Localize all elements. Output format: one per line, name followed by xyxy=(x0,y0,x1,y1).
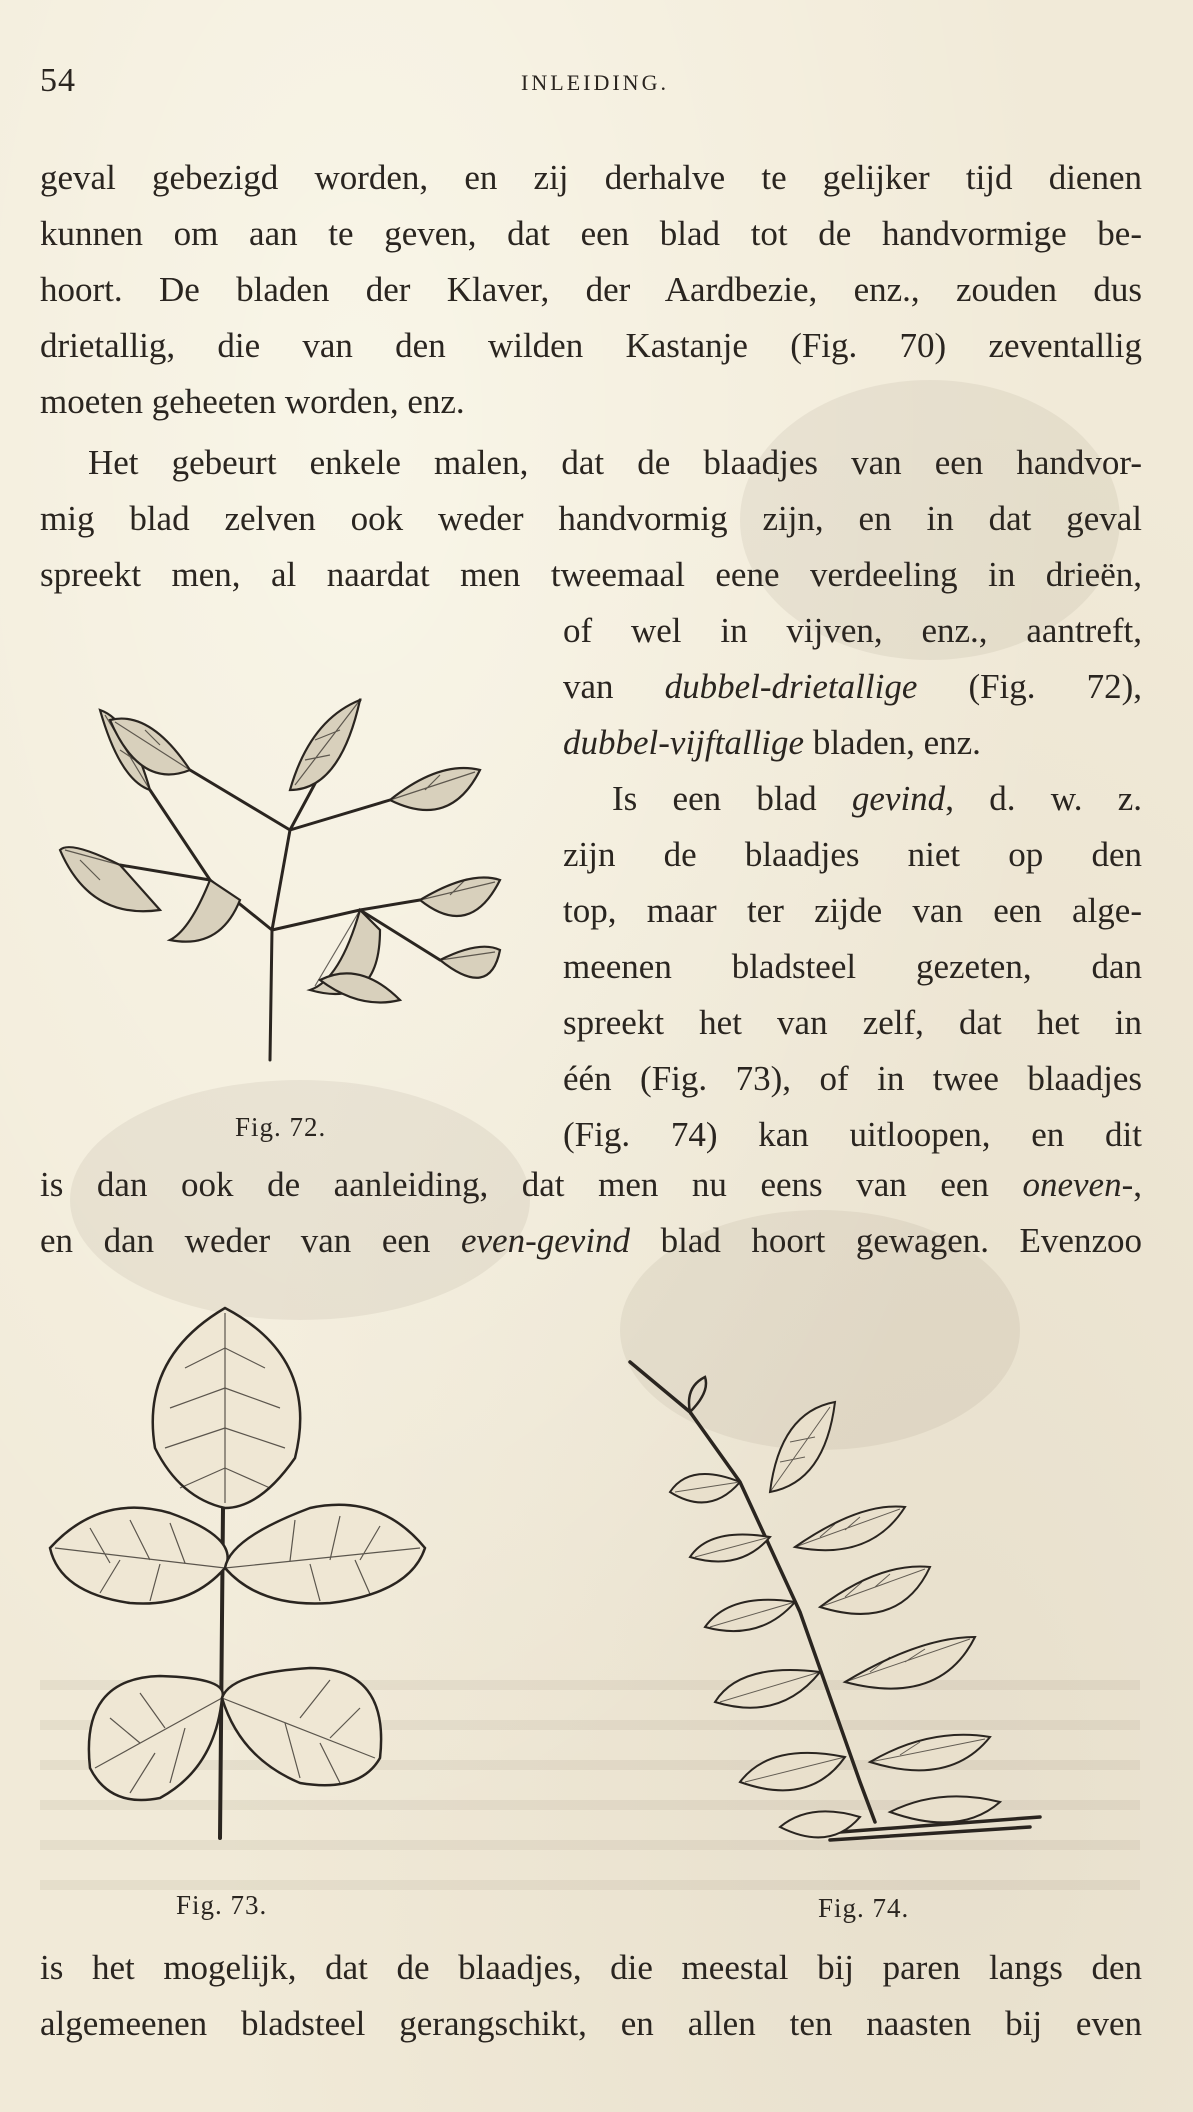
leaf-rachis xyxy=(630,1362,875,1822)
italic-term: dubbel-drietallige xyxy=(664,667,918,706)
fig-74-illustration xyxy=(630,1362,1070,1882)
text-line: drietallig, die van den wilden Kastanje (Fig. 70) zeventallig xyxy=(40,326,1142,365)
text-fragment: Is een blad xyxy=(612,779,817,818)
text-line: spreekt men, al naardat men tweemaal eene verdeeling in drieën, xyxy=(40,555,1142,594)
text-fragment: , d. w. z. xyxy=(945,779,1142,818)
text-line: spreekt het van zelf, dat het in xyxy=(563,1003,1142,1042)
text-fragment: blad hoort gewagen. Evenzoo xyxy=(660,1221,1143,1260)
text-line: mig blad zelven ook weder handvormig zijn, en in dat geval xyxy=(40,499,1142,538)
italic-term: oneven- xyxy=(1022,1165,1134,1204)
text-line: algemeenen bladsteel gerangschikt, en allen ten naasten bij even xyxy=(40,2004,1142,2043)
leaf-stem xyxy=(120,865,210,880)
fig-72-caption: Fig. 72. xyxy=(235,1112,327,1142)
leaflet xyxy=(50,1508,228,1604)
text-line: zijn de blaadjes niet op den xyxy=(563,835,1142,874)
text-line: één (Fig. 73), of in twee blaadjes xyxy=(563,1059,1142,1098)
italic-term: even-gevind xyxy=(460,1221,631,1260)
leaflet xyxy=(225,1505,425,1604)
italic-term: dubbel-vijftallige xyxy=(563,723,805,762)
running-title: INLEIDING. xyxy=(521,70,669,95)
text-line: top, maar ter zijde van een alge- xyxy=(563,891,1142,930)
fig-72-illustration xyxy=(60,680,520,1100)
page-number: 54 xyxy=(40,62,76,99)
text-line: meenen bladsteel gezeten, dan xyxy=(563,947,1142,986)
text-fragment: is dan ook de aanleiding, dat men nu eens van een xyxy=(40,1165,989,1204)
text-line: is het mogelijk, dat de blaadjes, die meestal bij paren langs den xyxy=(40,1948,1142,1987)
leaf-stem xyxy=(190,770,290,830)
text-fragment: bladen, enz. xyxy=(812,723,981,762)
text-line: of wel in vijven, enz., aantreft, xyxy=(563,611,1142,650)
text-line: hoort. De bladen der Klaver, der Aardbezie, enz., zouden dus xyxy=(40,270,1142,309)
fig-73-caption: Fig. 73. xyxy=(176,1890,268,1920)
text-line xyxy=(40,1165,1142,1205)
text-line: Het gebeurt enkele malen, dat de blaadjes van een handvor- xyxy=(88,443,1142,482)
text-fragment: (Fig. 72), xyxy=(968,667,1143,706)
text-line xyxy=(40,1221,1142,1261)
italic-term: gevind xyxy=(851,779,946,818)
text-fragment: van xyxy=(563,667,614,706)
text-line xyxy=(563,667,1142,707)
text-fragment: en dan weder van een xyxy=(40,1221,431,1260)
running-head xyxy=(40,62,1150,102)
leaf-stem xyxy=(272,900,420,930)
fig-74-caption: Fig. 74. xyxy=(818,1893,910,1923)
fig-73-illustration xyxy=(40,1298,440,1858)
leaflet xyxy=(222,1668,381,1785)
text-line: geval gebezigd worden, en zij derhalve te gelijker tijd dienen xyxy=(40,158,1142,197)
text-line: kunnen om aan te geven, dat een blad tot de handvormige be- xyxy=(40,214,1142,253)
text-line: (Fig. 74) kan uitloopen, en dit xyxy=(563,1115,1142,1154)
leaflet-terminal xyxy=(153,1308,300,1508)
leaflet xyxy=(89,1676,223,1800)
text-line xyxy=(612,779,1142,819)
text-fragment: , xyxy=(1133,1165,1142,1204)
text-line: moeten geheeten worden, enz. xyxy=(40,382,465,421)
text-line xyxy=(563,723,1142,763)
